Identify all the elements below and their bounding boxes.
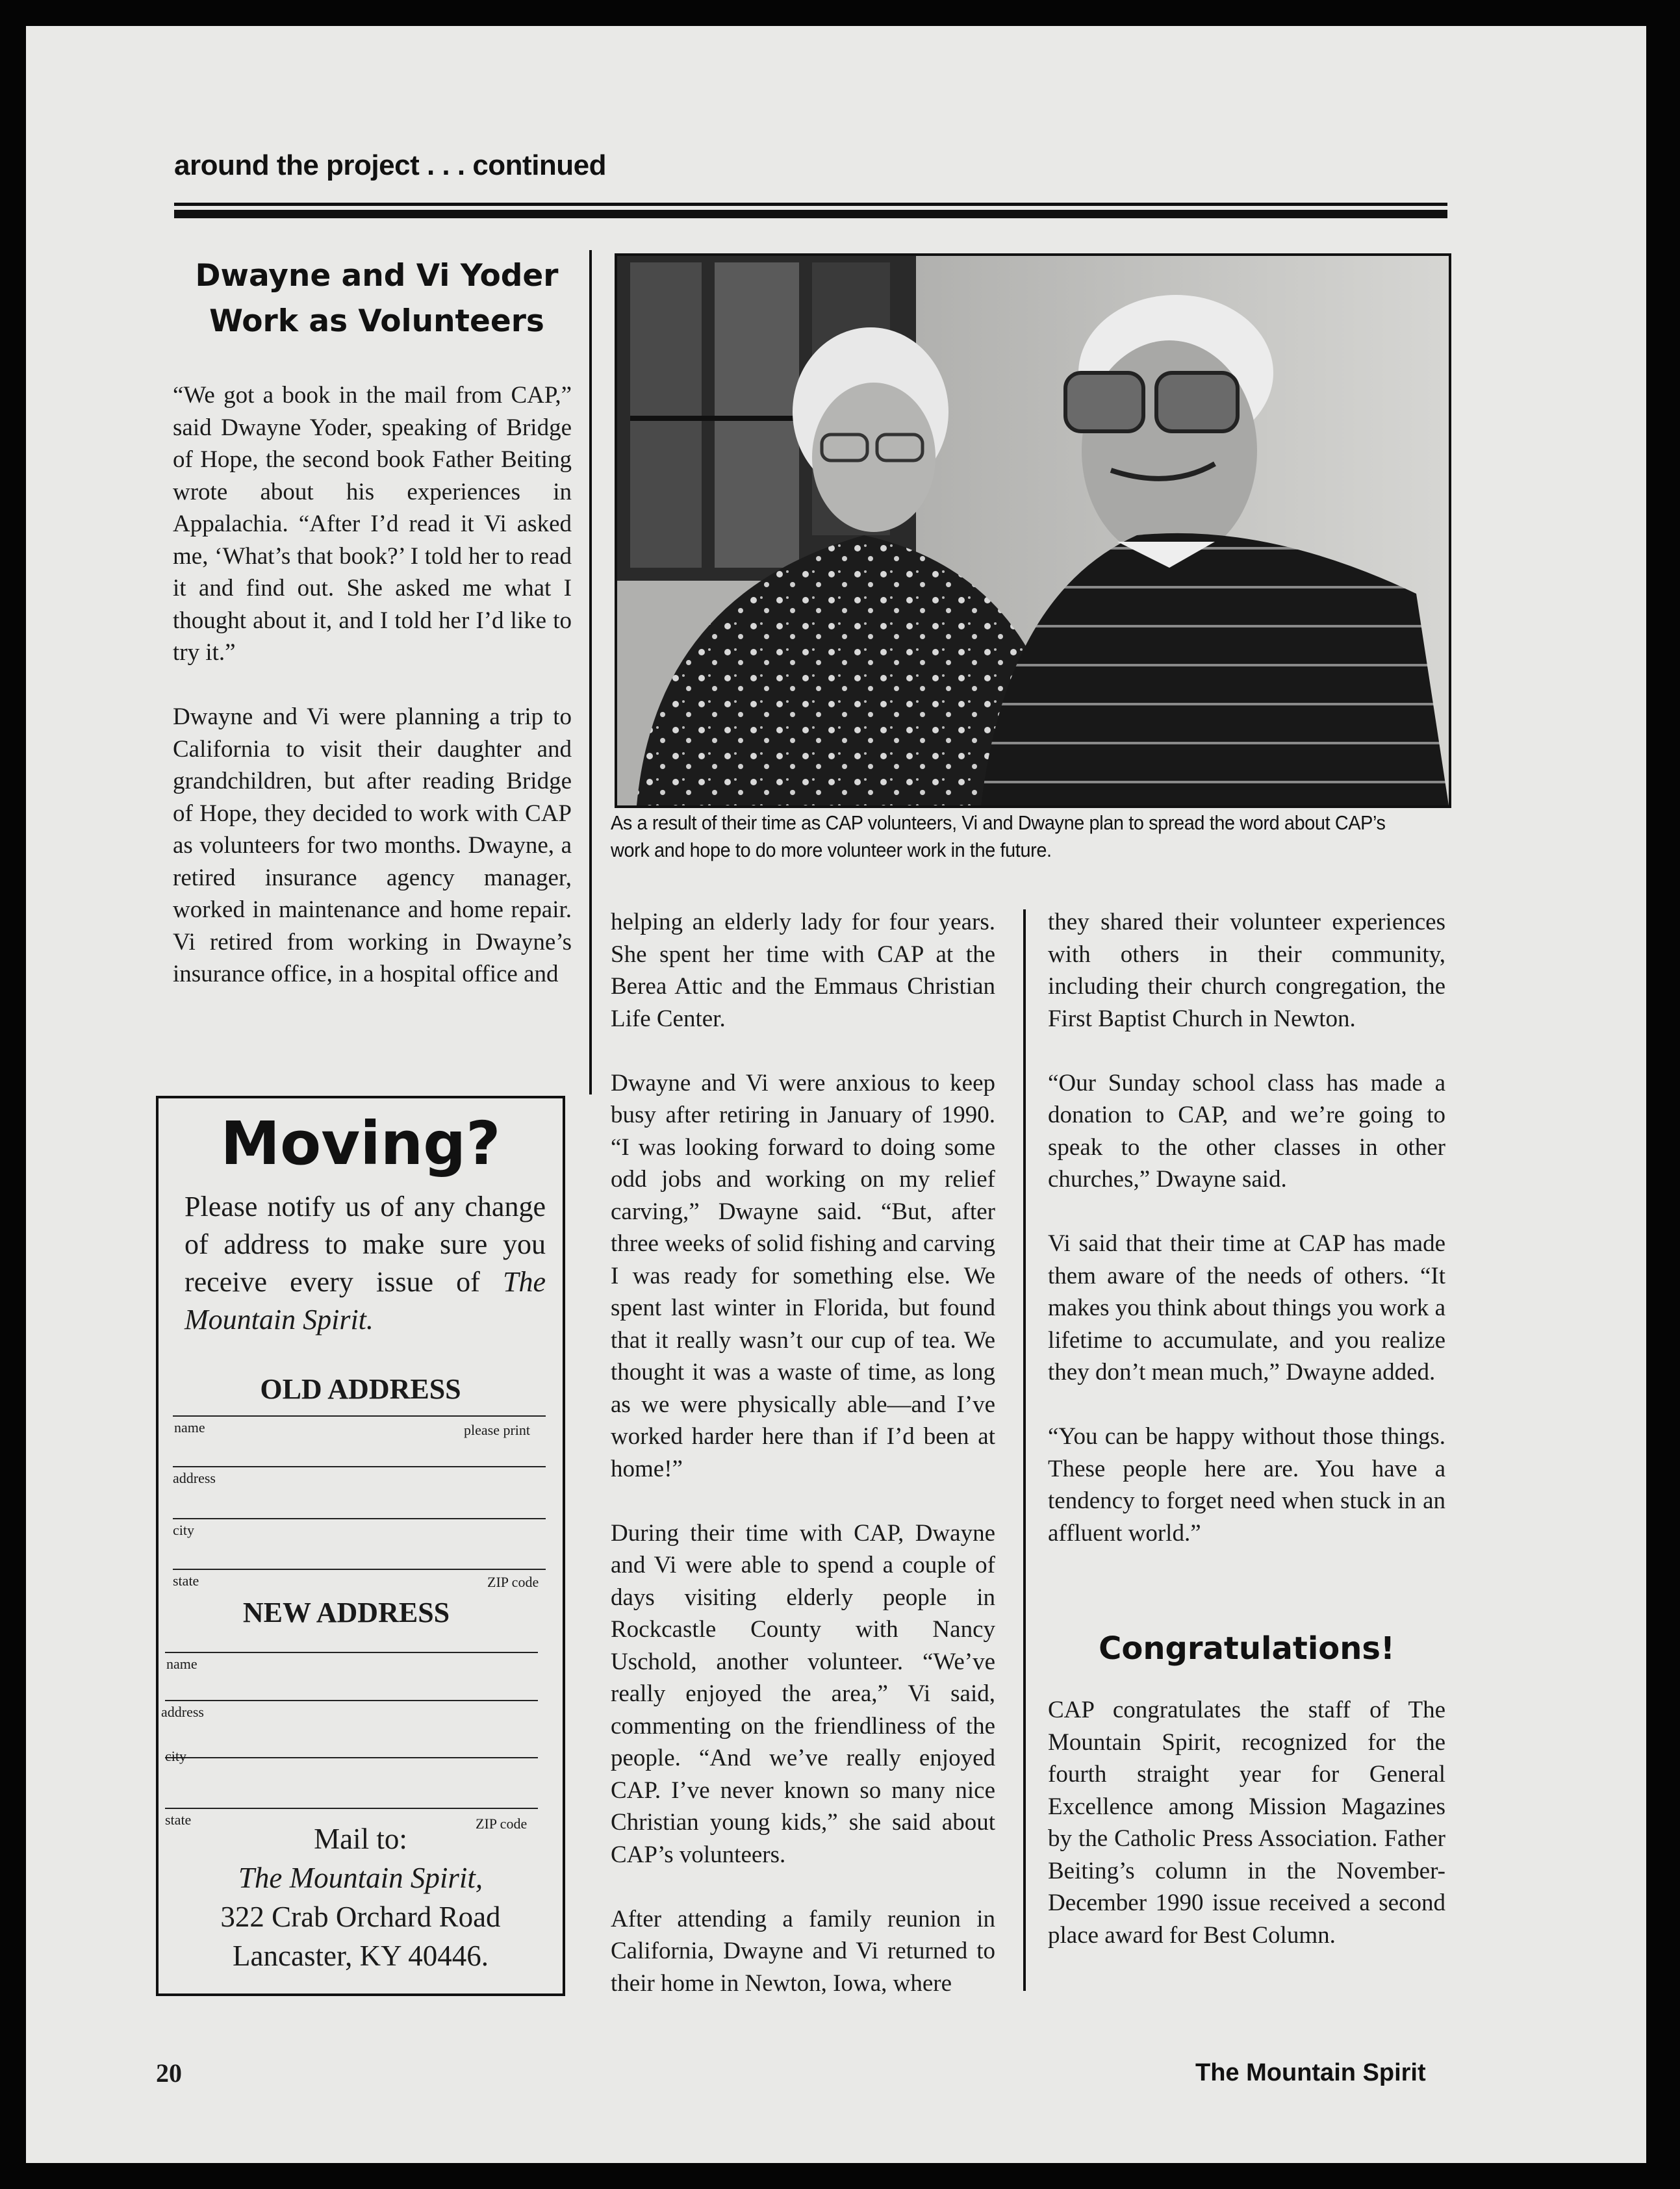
headline-line-1: Dwayne and Vi Yoder bbox=[195, 258, 559, 294]
photo-illustration bbox=[617, 256, 1449, 805]
new-address-heading: NEW ADDRESS bbox=[242, 1597, 450, 1628]
mail-publication: The Mountain Spirit, bbox=[238, 1862, 483, 1894]
mail-street: 322 Crab Orchard Road bbox=[220, 1901, 501, 1933]
article-paragraph: After attending a family reunion in California, Dwayne and Vi returned to their home in Newton, Iowa, where bbox=[611, 1905, 995, 1997]
new-city-line[interactable] bbox=[165, 1757, 538, 1758]
section-title: around the project . . . continued bbox=[174, 149, 607, 181]
photo-caption: As a result of their time as CAP volunteers, Vi and Dwayne plan to spread the word about CAP’s work and hope to do more volunteer work in the future. bbox=[611, 811, 1386, 861]
volunteers-photo bbox=[615, 253, 1451, 808]
article-headline bbox=[175, 253, 578, 344]
mail-to-label: Mail to: bbox=[314, 1823, 407, 1855]
old-address-line[interactable] bbox=[173, 1466, 546, 1467]
new-name-label: name bbox=[166, 1656, 197, 1672]
old-address-heading: OLD ADDRESS bbox=[260, 1373, 461, 1405]
new-zip-label: ZIP code bbox=[476, 1816, 528, 1832]
notify-text bbox=[185, 1188, 546, 1339]
new-name-line[interactable] bbox=[165, 1652, 538, 1653]
old-city-line[interactable] bbox=[173, 1518, 546, 1519]
page-number: 20 bbox=[156, 2058, 182, 2088]
new-state-label: state bbox=[165, 1812, 192, 1828]
article-column-1 bbox=[173, 379, 572, 1022]
notify-publication: The Mountain Spirit. bbox=[185, 1266, 546, 1335]
old-state-line[interactable] bbox=[173, 1569, 546, 1570]
column-divider-1 bbox=[589, 250, 592, 1094]
headline-line-2: Work as Volunteers bbox=[209, 303, 544, 339]
article-paragraph: “You can be happy without those things. These people here are. You have a tendency to forget need when stuck in an affluent world.” bbox=[1048, 1423, 1445, 1547]
article-paragraph: Dwayne and Vi were planning a trip to California to visit their daughter and grandchildren, but after reading Bridge of Hope, they decided to work with CAP as volunteers for two months. Dwayne, a retired insurance agency manager, worked in maintenance and home repair. Vi retired from working in Dwayne’s insurance office, in a hospital office and bbox=[173, 703, 572, 987]
old-name-label: name bbox=[174, 1419, 205, 1436]
article-paragraph: “We got a book in the mail from CAP,” said Dwayne Yoder, speaking of Bridge of Hope, the second book Father Beiting wrote about his experiences in Appalachia. “After I’d read it Vi asked me, ‘What’s that book?’ I told her to read it and find out. She asked me what I thought about it, and I told her I’d like to try it.” bbox=[173, 382, 572, 666]
new-address-label: address bbox=[161, 1704, 204, 1720]
magazine-page bbox=[26, 26, 1646, 2163]
header-rule-thick bbox=[174, 210, 1447, 218]
old-name-line[interactable] bbox=[173, 1415, 546, 1417]
article-paragraph: they shared their volunteer experiences with others in their community, including their church congregation, the First Baptist Church in Newton. bbox=[1048, 909, 1445, 1032]
notify-text-body: Please notify us of any change of address to make sure you receive every issue of bbox=[185, 1191, 546, 1298]
article-column-2 bbox=[611, 906, 995, 2032]
article-column-3 bbox=[1048, 906, 1445, 1582]
old-zip-label: ZIP code bbox=[487, 1574, 539, 1590]
congratulations-heading: Congratulations! bbox=[1099, 1630, 1395, 1667]
old-please-print-label: please print bbox=[464, 1422, 531, 1438]
old-city-label: city bbox=[173, 1522, 194, 1538]
mail-city: Lancaster, KY 40446. bbox=[233, 1940, 489, 1972]
old-address-label: address bbox=[173, 1470, 216, 1486]
footer-publication: The Mountain Spirit bbox=[1195, 2059, 1426, 2086]
new-address-line[interactable] bbox=[165, 1700, 538, 1701]
old-state-label: state bbox=[173, 1573, 199, 1589]
moving-title: Moving? bbox=[220, 1109, 501, 1178]
congratulations-text: CAP congratulates the staff of The Mountain Spirit, recognized for the fourth straight year for General Excellence among Mission Magazines by the Catholic Press Association. Father Beiting’s column in the November-December 1990 issue received a second place award for Best Column. bbox=[1048, 1697, 1445, 1949]
column-divider-2 bbox=[1023, 909, 1026, 1991]
change-of-address-form bbox=[156, 1096, 565, 1996]
new-state-line[interactable] bbox=[165, 1808, 538, 1809]
article-paragraph: Dwayne and Vi were anxious to keep busy after retiring in January of 1990. “I was looking forward to doing some odd jobs and working on my relief carving,” Dwayne said. “But, after three weeks of solid fishing and carving I was ready for something else. We spent last winter in Florida, but found that it really wasn’t our cup of tea. We thought it was a waste of time, as long as we were physically able—and I’ve worked harder here than if I’d been at home!” bbox=[611, 1069, 995, 1482]
article-paragraph: During their time with CAP, Dwayne and Vi were able to spend a couple of days visiting elderly people in Rockcastle County with Nancy Uschold, another volunteer. “We’ve really enjoyed the area,” Vi said, commenting on the friendliness of the people. “And we’ve really enjoyed CAP. I’ve never known so many nice Christian young kids,” she said about CAP’s volunteers. bbox=[611, 1519, 995, 1868]
header-rule-thin bbox=[174, 203, 1447, 206]
article-paragraph: Vi said that their time at CAP has made them aware of the needs of others. “It makes you think about things you work a lifetime to accumulate, and you realize they don’t mean much,” Dwayne added. bbox=[1048, 1230, 1445, 1386]
new-city-label: city bbox=[165, 1748, 186, 1764]
article-paragraph: “Our Sunday school class has made a donation to CAP, and we’re going to speak to the other classes in other churches,” Dwayne said. bbox=[1048, 1069, 1445, 1193]
article-paragraph: helping an elderly lady for four years. She spent her time with CAP at the Berea Attic and the Emmaus Christian Life Center. bbox=[611, 909, 995, 1032]
